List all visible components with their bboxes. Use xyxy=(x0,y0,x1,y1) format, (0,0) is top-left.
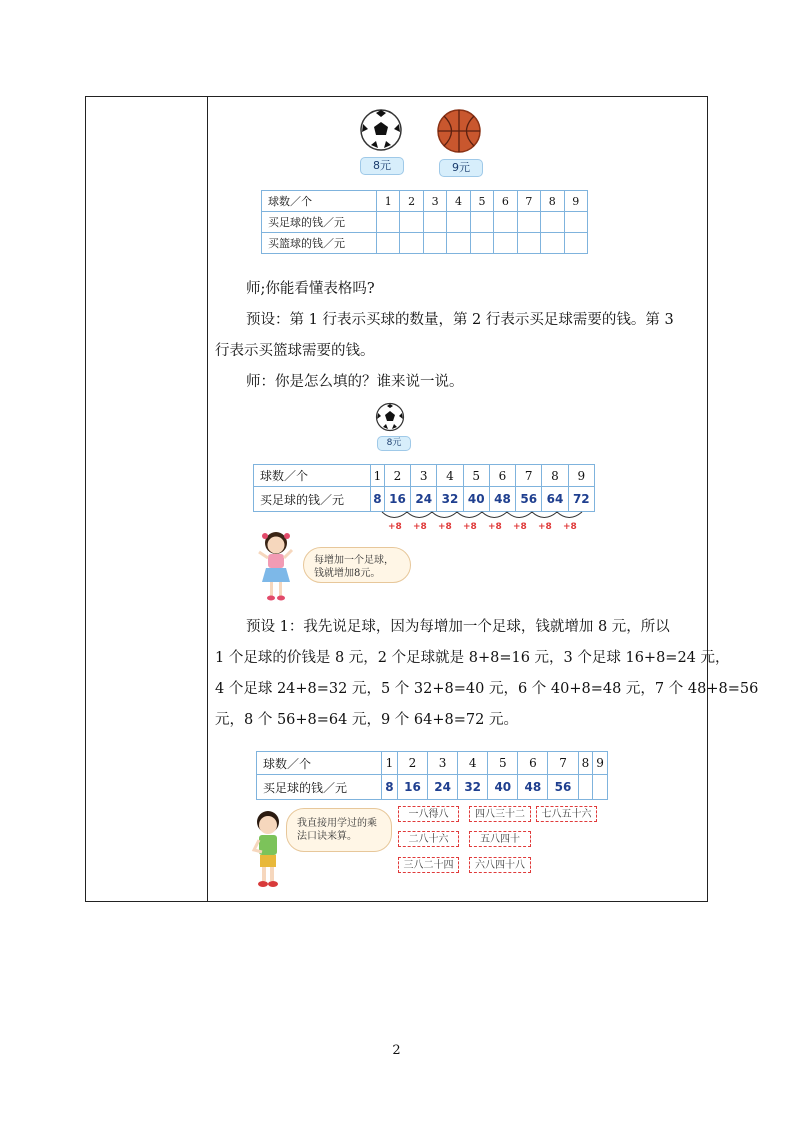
count-cell: 1 xyxy=(371,465,385,487)
value-cell: 32 xyxy=(458,775,488,800)
count-cell: 7 xyxy=(548,752,578,775)
table-row xyxy=(254,487,595,512)
header-label: 球数／个 xyxy=(262,191,377,212)
price-table-3 xyxy=(256,751,608,800)
increment-label: +8 xyxy=(438,522,452,532)
count-cell: 1 xyxy=(377,191,400,212)
value-cell: 40 xyxy=(463,487,489,512)
explanation-line-3: 4 个足球 24+8=32 元，5 个 32+8=40 元，6 个 40+8=48 元，7 个 48+8=56 xyxy=(215,681,759,697)
basketball-icon xyxy=(436,108,482,154)
count-cell: 7 xyxy=(517,191,540,212)
multiplication-rhyme-box: 六八四十八 xyxy=(469,857,531,873)
page-number: 2 xyxy=(392,1043,401,1058)
soccer-ball-icon xyxy=(375,402,405,432)
count-cell: 8 xyxy=(542,465,568,487)
increment-label: +8 xyxy=(413,522,427,532)
count-cell: 9 xyxy=(593,752,608,775)
explanation-line-2: 1 个足球的价钱是 8 元，2 个足球就是 8+8=16 元，3 个足球 16+8=24 元， xyxy=(215,650,730,666)
count-cell: 6 xyxy=(518,752,548,775)
table-row xyxy=(257,775,608,800)
value-cell: 24 xyxy=(411,487,437,512)
value-cell: 56 xyxy=(516,487,542,512)
table-row xyxy=(262,191,588,212)
bubble-line: 我直接用学过的乘 xyxy=(297,818,377,829)
count-cell: 7 xyxy=(516,465,542,487)
count-cell: 6 xyxy=(489,465,515,487)
bubble-line: 法口诀来算。 xyxy=(297,831,357,842)
count-cell: 4 xyxy=(447,191,470,212)
price-table-1 xyxy=(261,190,588,254)
count-cell: 3 xyxy=(428,752,458,775)
boy-illustration xyxy=(248,808,288,890)
value-cell xyxy=(593,775,608,800)
count-cell: 5 xyxy=(488,752,518,775)
count-cell: 3 xyxy=(423,191,446,212)
value-cell: 64 xyxy=(542,487,568,512)
multiplication-rhyme-box: 四八三十二 xyxy=(469,806,531,822)
row-label: 买足球的钱／元 xyxy=(257,775,382,800)
value-cell: 8 xyxy=(382,775,398,800)
table-row xyxy=(257,752,608,775)
teacher-question-1: 师;你能看懂表格吗? xyxy=(246,281,375,297)
teacher-question-2: 师：你是怎么填的？谁来说一说。 xyxy=(246,374,464,390)
increment-label: +8 xyxy=(513,522,527,532)
increment-label: +8 xyxy=(538,522,552,532)
increment-label: +8 xyxy=(463,522,477,532)
increment-label: +8 xyxy=(488,522,502,532)
count-cell: 4 xyxy=(458,752,488,775)
count-cell: 5 xyxy=(463,465,489,487)
value-cell: 16 xyxy=(384,487,410,512)
explanation-line-1: 预设 1：我先说足球，因为每增加一个足球，钱就增加 8 元，所以 xyxy=(246,619,670,635)
value-cell: 24 xyxy=(428,775,458,800)
count-cell: 2 xyxy=(397,752,427,775)
price-table-2 xyxy=(253,464,595,512)
count-cell: 2 xyxy=(400,191,423,212)
table-row xyxy=(262,212,588,233)
value-cell: 56 xyxy=(548,775,578,800)
bubble-line: 每增加一个足球， xyxy=(314,555,394,566)
count-cell: 6 xyxy=(494,191,517,212)
multiplication-rhyme-box: 五八四十 xyxy=(469,831,531,847)
speech-bubble xyxy=(303,547,411,583)
value-cell: 16 xyxy=(397,775,427,800)
multiplication-rhyme-box: 一八得八 xyxy=(398,806,459,822)
row-label: 买足球的钱／元 xyxy=(262,212,377,233)
count-cell: 4 xyxy=(437,465,463,487)
bubble-line: 钱就增加8元。 xyxy=(314,568,381,579)
count-cell: 2 xyxy=(384,465,410,487)
row-label: 买足球的钱／元 xyxy=(254,487,371,512)
multiplication-rhyme-box: 七八五十六 xyxy=(536,806,597,822)
value-cell: 72 xyxy=(568,487,594,512)
value-cell: 40 xyxy=(488,775,518,800)
table-row xyxy=(254,465,595,487)
multiplication-rhyme-box: 二八十六 xyxy=(398,831,459,847)
answer-line-1: 预设：第 1 行表示买球的数量，第 2 行表示买足球需要的钱。第 3 xyxy=(246,312,674,328)
girl-illustration xyxy=(255,528,297,604)
soccer-price-tag: 8元 xyxy=(360,157,404,175)
count-cell: 8 xyxy=(541,191,564,212)
count-cell: 9 xyxy=(564,191,588,212)
basketball-price-tag: 9元 xyxy=(439,159,483,177)
increment-arcs xyxy=(370,510,590,524)
value-cell: 48 xyxy=(489,487,515,512)
explanation-line-4: 元，8 个 56+8=64 元，9 个 64+8=72 元。 xyxy=(215,712,518,728)
answer-line-2: 行表示买篮球需要的钱。 xyxy=(215,343,375,359)
price-tag: 8元 xyxy=(377,436,411,451)
value-cell xyxy=(578,775,593,800)
count-cell: 9 xyxy=(568,465,594,487)
row-label: 买篮球的钱／元 xyxy=(262,233,377,254)
count-cell: 3 xyxy=(411,465,437,487)
soccer-ball-icon xyxy=(359,108,403,152)
increment-label: +8 xyxy=(563,522,577,532)
count-cell: 1 xyxy=(382,752,398,775)
value-cell: 8 xyxy=(371,487,385,512)
value-cell: 48 xyxy=(518,775,548,800)
header-label: 球数／个 xyxy=(257,752,382,775)
increment-label: +8 xyxy=(388,522,402,532)
count-cell: 5 xyxy=(470,191,493,212)
column-divider xyxy=(207,97,208,901)
multiplication-rhyme-box: 三八二十四 xyxy=(398,857,459,873)
count-cell: 8 xyxy=(578,752,593,775)
header-label: 球数／个 xyxy=(254,465,371,487)
value-cell: 32 xyxy=(437,487,463,512)
speech-bubble xyxy=(286,808,392,852)
table-row xyxy=(262,233,588,254)
